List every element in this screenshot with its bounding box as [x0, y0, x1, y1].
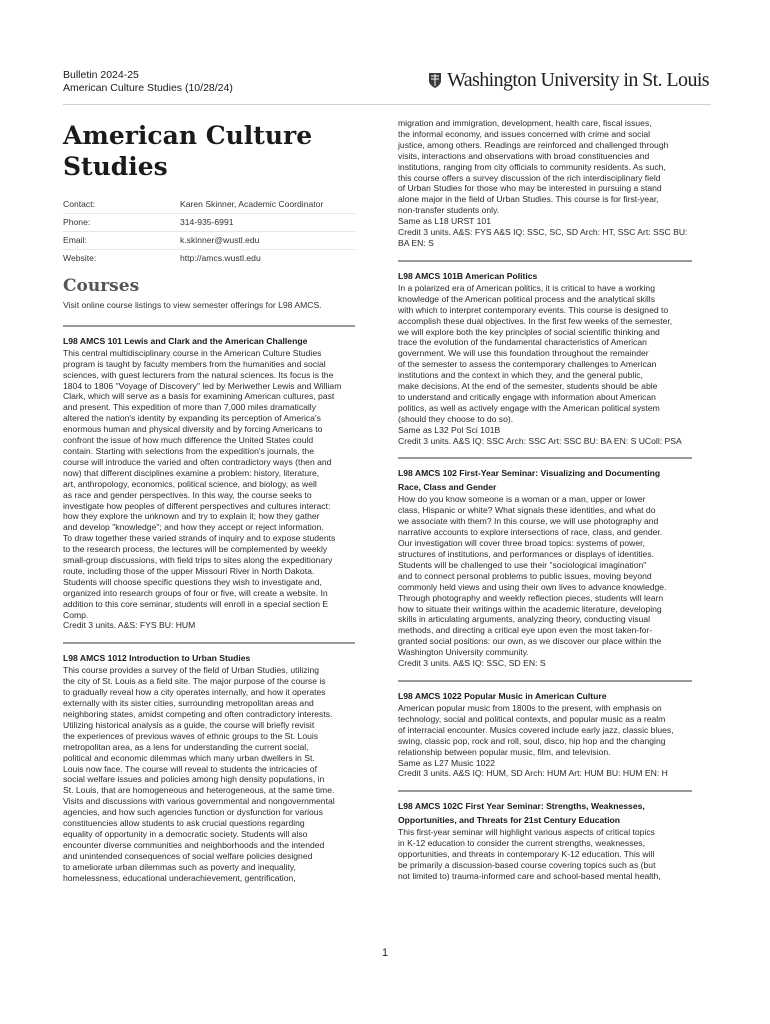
right-column: [398, 118, 692, 893]
course-title: L98 AMCS 101 Lewis and Clark and the American Challenge: [63, 335, 308, 346]
course-title: L98 AMCS 1012 Introduction to Urban Studies: [63, 653, 251, 664]
phone-row: [63, 214, 355, 232]
course-description: This course provides a survey of the field of Urban Studies, utilizing the city of St. Louis as a field site. The major purpose of the course is to gradually reveal how a city operates internally, and how it operates externally with its sister cities, surrounding metropolitan areas and neighboring states, amidst competing and often contradictory interests. Utilizing historical analysis as a guide, the course will briefly revisit the experiences of previous waves of ethnic groups to the St. Louis metropolitan area, as a lens for understanding the current social, political and economic dilemmas which many urban dwellers in St. Louis now face. The course will reveal to students the intricacies of social welfare issues and policies among high density populations, in St. Louis, that are homogeneous and heterogeneous, at the same time. Visits and discussions with various governmental and nongovernmental agencies, and how such agencies function or dysfunction for various constituencies allow students to ask crucial questions regarding equality of opportunity in a democratic society. Students will also encounter diverse communities and neighborhoods and the intended and unintended consequences of social welfare policies designed to ameliorate urban dilemmas such as poverty and inequality, homelessness, educational underachievement, gentrification,: [63, 665, 335, 883]
course-credit: Credit 3 units. A&S IQ: SSC, SD EN: S: [398, 658, 546, 669]
contact-table: [63, 196, 355, 267]
course-credit: Credit 3 units. A&S IQ: SSC Arch: SSC Art: SSC BU: BA EN: S UColl: PSA: [398, 435, 682, 446]
course-entry: [398, 680, 692, 779]
course-description: This first-year seminar will highlight various aspects of critical topics in K-12 education to consider the current strengths, weaknesses, opportunities, and threats in contemporary K-12 education. This will be primarily a discussion-based course covering topics such as (but not limited to) trauma-informed care and school-based mental health,: [398, 827, 661, 881]
course-same-as: Same as L32 Pol Sci 101B: [398, 424, 501, 435]
left-column: [63, 118, 355, 895]
phone-value: 314-935-6991: [180, 217, 234, 228]
website-link[interactable]: http://amcs.wustl.edu: [180, 253, 261, 264]
page-number: 1: [381, 947, 389, 959]
course-title: L98 AMCS 102 First-Year Seminar: Visualizing and Documenting Race, Class and Gender: [398, 468, 661, 493]
course-entry: [63, 325, 355, 632]
page-title: American Culture Studies: [63, 121, 313, 181]
course-title: L98 AMCS 1022 Popular Music in American Culture: [398, 690, 607, 701]
email-link[interactable]: k.skinner@wustl.edu: [180, 235, 260, 246]
course-description: In a polarized era of American politics, it is critical to have a working knowledge of the American political process and the analytical skills with which to interpret contemporary events. This course is designed to accomplish these dual objectives. In the first few weeks of the semester, we will explore both the key principles of social scientific thinking and trace the evolution of the fundamental characteristics of American government. We will use this foundation throughout the remainder of the semester to assess the contemporary challenges to American institutions and the context in which they, and the general public, make decisions. At the end of the semester, students should be able to understand and critically engage with information about American politics, as well as actively engage with the American political system (should they choose to do so).: [398, 282, 673, 424]
crest-icon: [428, 72, 442, 89]
course-continuation: [398, 118, 692, 249]
bulletin-year: Bulletin 2024-25: [63, 69, 139, 81]
page-header: [63, 69, 711, 103]
website-row: [63, 250, 355, 267]
contact-label: Contact:: [63, 199, 96, 210]
course-credit: Credit 3 units. A&S: FYS BU: HUM: [63, 620, 196, 631]
course-entry: [398, 790, 692, 882]
course-credit: Credit 3 units. A&S: FYS A&S IQ: SSC, SC, SD Arch: HT, SSC Art: SSC BU: BA EN: S: [398, 227, 688, 248]
email-label: Email:: [63, 235, 87, 246]
course-title: L98 AMCS 102C First Year Seminar: Strengths, Weaknesses, Opportunities, and Threats for 21st Century Education: [398, 801, 645, 826]
phone-label: Phone:: [63, 217, 91, 228]
header-divider: [63, 104, 711, 105]
course-title: L98 AMCS 101B American Politics: [398, 270, 538, 281]
course-entry: [398, 260, 692, 447]
course-same-as: Same as L27 Music 1022: [398, 757, 495, 768]
bulletin-info: [63, 69, 233, 95]
courses-heading: Courses: [63, 276, 140, 296]
course-same-as: Same as L18 URST 101: [398, 216, 491, 227]
course-description: American popular music from 1800s to the present, with emphasis on technology, social and political contexts, and popular music as a realm of interracial encounter. Musics covered include early jazz, classic blues, swing, classic pop, rock and roll, soul, disco, hip hop and the changing relationship between popular music, film, and television.: [398, 702, 674, 757]
course-description: How do you know someone is a woman or a man, upper or lower class, Hispanic or white? What signals these identities, and what do we associate with them? In this course, we will use photography and narrative accounts to explore intersections of race, class, and gender. Our investigation will cover three broad topics: systems of power, structures of institutions, and performances or displays of identities. Students will be challenged to use their "sociological imagination" and to connect personal problems to public issues, moving beyond commonly held views and using their own lives to advance knowledge. Through photography and weekly reflection pieces, students will learn how to situate their writings within the academic literature, developing skills in articulating arguments, analyzing theory, conducting visual methods, and directing a critical eye upon even the most taken-for- granted social positions: our own, as we discover our place within the Washington University community.: [398, 494, 667, 658]
course-entry: [398, 457, 692, 669]
university-logo: [428, 69, 709, 92]
course-description: migration and immigration, development, health care, fiscal issues, the informal economy, and issues concerned with crime and social justice, among others. Readings are reinforced and challenged through visits, interactions and observations with broad constituencies and institutions, ranging from city officials to community residents. As such, this course offers a survey discussion of the rich interdisciplinary field of Urban Studies for those who may be interested in pursuing a stand alone major in the field of Urban Studies. This course is for first-year, non-transfer students only.: [398, 118, 669, 216]
course-description: This central multidisciplinary course in the American Culture Studies program is taught by faculty members from the humanities and social sciences, with guest lecturers from the natural sciences. Its focus is the 1804 to 1806 "Voyage of Discovery" led by Meriwether Lewis and William Clark, which will serve as a basis for examining American cultures, past and present. This expedition of more than 7,000 miles dramatically altered the nation's identity by expanding its perception of America's enormous human and physical diversity and by forcing Americans to confront the issue of how much difference the United States could contain. Starting with selections from the expedition's journals, the course will introduce the varied and often contradictory ways (then and now) that different disciplines examine a problem: history, literature, art, anthropology, economics, political science, and biology, as well as race and gender perspectives. In this way, the course seeks to investigate how peoples of different perspectives and cultures interact: how they explore the unknown and try to explain it; how they gather and develop "knowledge"; and how they accept or reject information. To draw together these varied strands of inquiry and to expose students to the research process, the lectures will be complemented by weekly small-group discussions, with field trips to sites along the expeditionary route, including those of the upper Missouri River in North Dakota. Students will choose specific questions they wish to investigate and, organized into research groups of four or five, will create a website. In addition to this core seminar, students will enroll in a special section E Comp.: [63, 347, 342, 620]
contact-row: [63, 196, 355, 214]
contact-value: Karen Skinner, Academic Coordinator: [180, 199, 324, 210]
email-row: [63, 232, 355, 250]
course-credit: Credit 3 units. A&S IQ: HUM, SD Arch: HUM Art: HUM BU: HUM EN: H: [398, 768, 668, 779]
course-entry: [63, 642, 355, 883]
logo-text: Washington University in St. Louis: [447, 69, 709, 91]
website-label: Website:: [63, 253, 97, 264]
bulletin-subtitle: American Culture Studies (10/28/24): [63, 82, 233, 94]
courses-intro: Visit online course listings to view semester offerings for L98 AMCS.: [63, 299, 322, 310]
